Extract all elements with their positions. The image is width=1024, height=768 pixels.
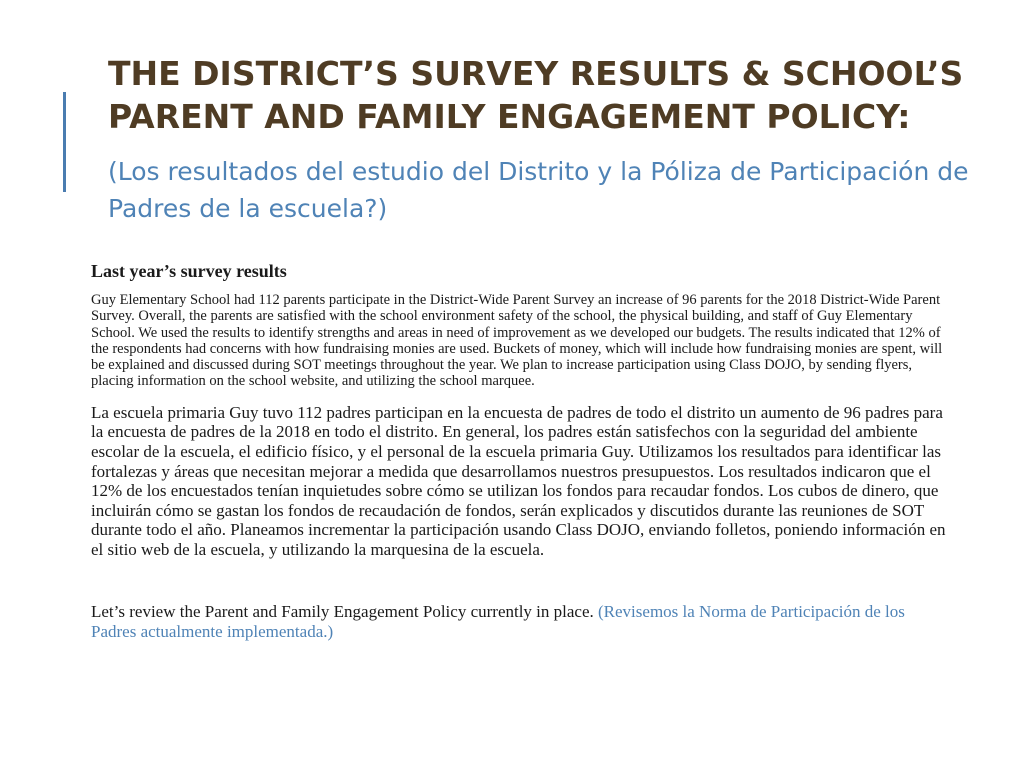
survey-paragraph-english: Guy Elementary School had 112 parents participate in the District-Wide Parent Survey an increase of 96 parents for the 2018 District-Wide Parent Survey. Overall, the parents are satisfied with the school environment safety of the school, the physical building, and staff of Guy Elementary School. We used the results to identify strengths and areas in need of improvement as we developed our budgets. The results indicated that 12% of the respondents had concerns with how fundraising monies are used. Buckets of money, which will include how fundraising monies are spent, will be explained and discussed during SOT meetings throughout the year. We plan to increase participation using Class DOJO, by sending flyers, placing information on the school website, and utilizing the school marquee. <box>91 292 943 390</box>
closing-english: Let’s review the Parent and Family Engagement Policy currently in place. <box>91 601 594 621</box>
closing-spanish: (Revisemos la Norma de Participación de los Padres actualmente implementada.) <box>91 601 905 641</box>
section-heading: Last year’s survey results <box>91 261 287 281</box>
survey-paragraph-spanish: La escuela primaria Guy tuvo 112 padres participan en la encuesta de padres de todo el distrito un aumento de 96 padres para la encuesta de padres de la 2018 en todo el distrito. En general, los padres están satisfechos con la seguridad del ambiente escolar de la escuela, el edificio físico, y el personal de la escuela primaria Guy. Utilizamos los resultados para identificar las fortalezas y áreas que necesitan mejorar a medida que desarrollamos nuestros presupuestos. Los resultados indicaron que el 12% de los encuestados tenían inquietudes sobre cómo se utilizan los fondos para recaudar fondos. Los cubos de dinero, que incluirán cómo se gastan los fondos de recaudación de fondos, serán explicados y discutidos durante las reuniones de SOT durante todo el año. Planeamos incrementar la participación usando Class DOJO, enviando folletos, poniendo información en el sitio web de la escuela, y utilizando la marquesina de la escuela. <box>91 402 946 559</box>
closing-statement <box>91 602 946 642</box>
slide-title: THE DISTRICT’S SURVEY RESULTS & SCHOOL’S PARENT AND FAMILY ENGAGEMENT POLICY: <box>108 54 964 136</box>
slide-subtitle: (Los resultados del estudio del Distrito y la Póliza de Participación de Padres de la escuela?) <box>108 157 969 223</box>
slide-body <box>91 260 946 642</box>
accent-bar <box>63 92 66 192</box>
